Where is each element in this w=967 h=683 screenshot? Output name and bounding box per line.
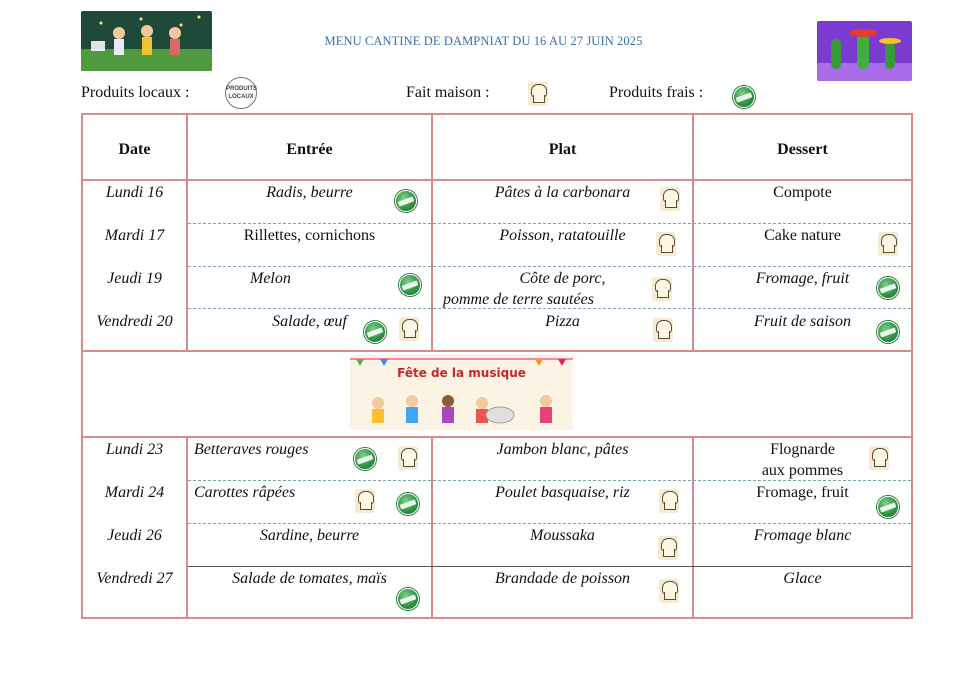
chef-hat-icon [659,579,679,603]
day-label: Mardi 24 [104,484,165,501]
entree-cell: Salade, œuf [272,313,347,330]
chef-hat-icon [656,232,676,256]
dessert-cell: Fruit de saison [754,313,851,330]
fresh-products-icon [877,277,899,299]
week-divider [83,350,911,352]
chef-hat-icon [399,317,419,341]
chef-hat-icon [660,187,680,211]
dessert-cell-line2: aux pommes [761,462,844,479]
chef-hat-icon [652,277,672,301]
entree-cell: Salade de tomates, maïs [232,570,387,587]
column-header-plat: Plat [548,141,577,158]
plat-cell-line1: Côte de porc, [519,270,606,287]
entree-cell: Carottes râpées [194,484,296,501]
day-label: Lundi 23 [105,441,164,458]
entree-cell: Melon [250,270,291,287]
plat-cell-line2: pomme de terre sautées [443,291,594,308]
mexican-cactus-illustration [817,21,912,81]
column-header-dessert: Dessert [777,141,828,158]
fresh-products-icon [354,448,376,470]
chef-hat-icon [878,232,898,256]
page-title: MENU CANTINE DE DAMPNIAT DU 16 AU 27 JUIN 2025 [324,34,643,48]
fresh-products-icon [399,274,421,296]
header-divider [83,179,911,181]
day-label: Vendredi 20 [96,313,173,330]
dessert-cell-line1: Flognarde [770,441,835,458]
chef-hat-icon [658,536,678,560]
day-label: Mardi 17 [104,227,165,244]
menu-table [81,113,913,619]
dessert-cell: Fromage, fruit [755,270,850,287]
entree-cell: Betteraves rouges [194,441,309,458]
legend-fresh-label: Produits frais : [609,84,704,101]
dessert-cell: Fromage blanc [753,527,852,544]
day-label: Jeudi 26 [107,527,162,544]
chef-hat-icon [528,82,548,106]
plat-cell: Brandade de poisson [494,570,631,587]
chef-hat-icon [869,446,889,470]
row-divider [188,223,911,224]
dessert-cell: Glace [783,570,822,587]
legend-homemade-label: Fait maison : [406,84,490,101]
chef-hat-icon [653,318,673,342]
dessert-cell: Fromage, fruit [756,484,849,501]
chef-hat-icon [659,489,679,513]
local-badge-line1: PRODUITS [226,86,258,92]
fete-musique-banner [350,355,573,430]
column-header-date: Date [118,141,151,158]
row-divider [188,566,911,567]
row-divider [188,266,911,267]
dessert-cell: Compote [773,184,832,201]
day-label: Lundi 16 [105,184,164,201]
dessert-cell: Cake nature [764,227,841,244]
fresh-products-icon [364,321,386,343]
column-header-entree: Entrée [286,141,333,158]
plat-cell: Poulet basquaise, riz [495,484,630,501]
plat-cell: Moussaka [530,527,595,544]
entree-cell: Radis, beurre [266,184,353,201]
plat-cell: Poisson, ratatouille [499,227,626,244]
legend-local-label: Produits locaux : [81,84,190,101]
entree-cell: Sardine, beurre [259,527,360,544]
banner-title: Fête de la musique [397,366,526,380]
fresh-products-icon [733,86,755,108]
plat-cell: Jambon blanc, pâtes [496,441,629,458]
local-products-icon [225,77,257,109]
fresh-products-icon [877,321,899,343]
day-label: Jeudi 19 [107,270,162,287]
plat-cell: Pâtes à la carbonara [494,184,631,201]
fresh-products-icon [397,588,419,610]
day-label: Vendredi 27 [96,570,173,587]
banner-divider [83,436,911,438]
local-badge-line2: LOCAUX [228,94,254,100]
chef-hat-icon [355,489,375,513]
fresh-products-icon [395,190,417,212]
chef-hat-icon [398,446,418,470]
fresh-products-icon [397,493,419,515]
plat-cell: Pizza [545,313,580,330]
entree-cell: Rillettes, cornichons [243,227,376,244]
fresh-products-icon [877,496,899,518]
row-divider [188,523,911,524]
